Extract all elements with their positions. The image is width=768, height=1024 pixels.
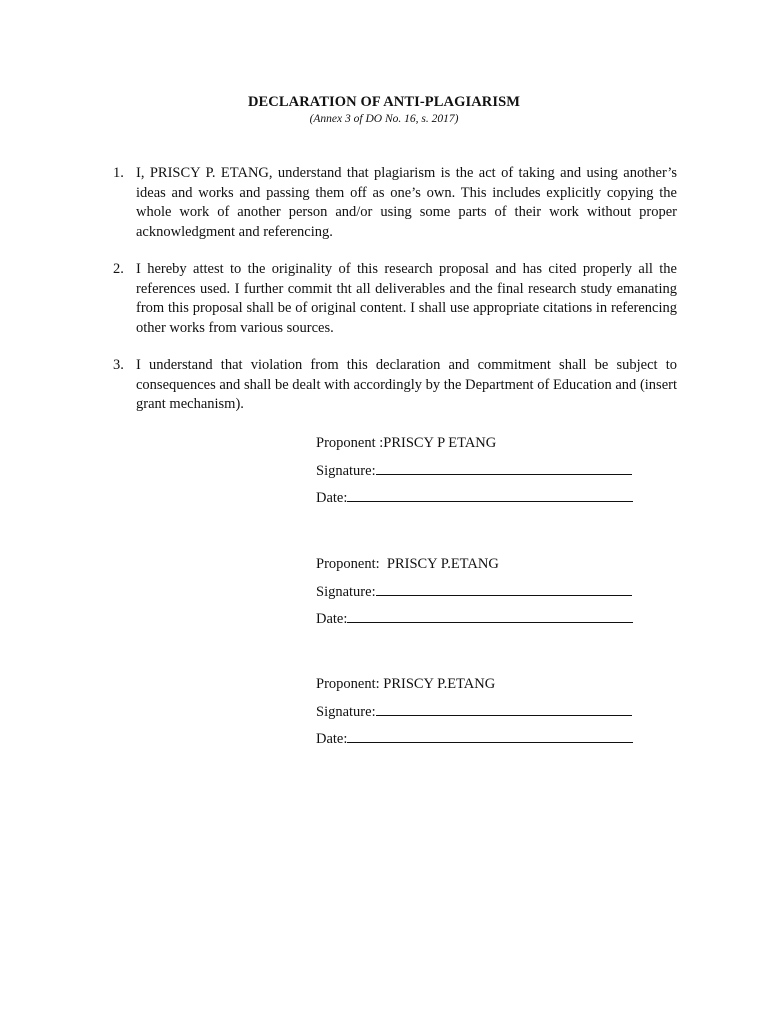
date-label: Date: xyxy=(316,611,348,627)
date-row xyxy=(316,487,646,514)
proponent-name: Proponent: PRISCY P.ETANG xyxy=(316,556,499,572)
item-text: I hereby attest to the originality of this research proposal and has cited properly all the references used. I further commit tht all deliverables and the final research study emanating from this proposal shall be of original content. I shall use appropriate citations in referencing other works from various sources. xyxy=(136,261,677,336)
signature-block-3 xyxy=(316,674,646,755)
date-line[interactable] xyxy=(347,487,633,502)
date-label: Date: xyxy=(316,490,348,506)
item-number: 3. xyxy=(113,357,124,373)
date-row xyxy=(316,608,646,635)
signature-block-2 xyxy=(316,554,646,635)
declaration-item-2 xyxy=(113,260,677,338)
document-title: DECLARATION OF ANTI-PLAGIARISM xyxy=(247,94,521,110)
signature-row xyxy=(316,460,646,487)
proponent-name: Proponent :PRISCY P ETANG xyxy=(316,435,497,451)
signature-label: Signature: xyxy=(316,584,376,600)
signature-line[interactable] xyxy=(376,701,632,716)
document-subtitle: (Annex 3 of DO No. 16, s. 2017) xyxy=(309,113,459,125)
item-text: I understand that violation from this declaration and commitment shall be subject to consequences and shall be dealt with accordingly by the Department of Education and (insert grant mechanism). xyxy=(136,357,677,412)
signature-row xyxy=(316,581,646,608)
proponent-name: Proponent: PRISCY P.ETANG xyxy=(316,676,496,692)
item-text: I, PRISCY P. ETANG, understand that plagiarism is the act of taking and using another’s ideas and works and passing them off as one’s own. This includes explicitly copying the whole work of another person and/or using some parts of their work without proper acknowledgment and referencing. xyxy=(136,165,677,240)
item-number: 1. xyxy=(113,165,124,181)
signature-label: Signature: xyxy=(316,704,376,720)
signature-line[interactable] xyxy=(376,581,632,596)
date-line[interactable] xyxy=(347,608,633,623)
signature-block-1 xyxy=(316,433,646,514)
date-line[interactable] xyxy=(347,728,633,743)
declaration-item-3 xyxy=(113,356,677,415)
signature-row xyxy=(316,701,646,728)
item-number: 2. xyxy=(113,261,124,277)
signature-label: Signature: xyxy=(316,463,376,479)
signature-line[interactable] xyxy=(376,460,632,475)
declaration-item-1 xyxy=(113,164,677,242)
date-label: Date: xyxy=(316,731,348,747)
date-row xyxy=(316,728,646,755)
